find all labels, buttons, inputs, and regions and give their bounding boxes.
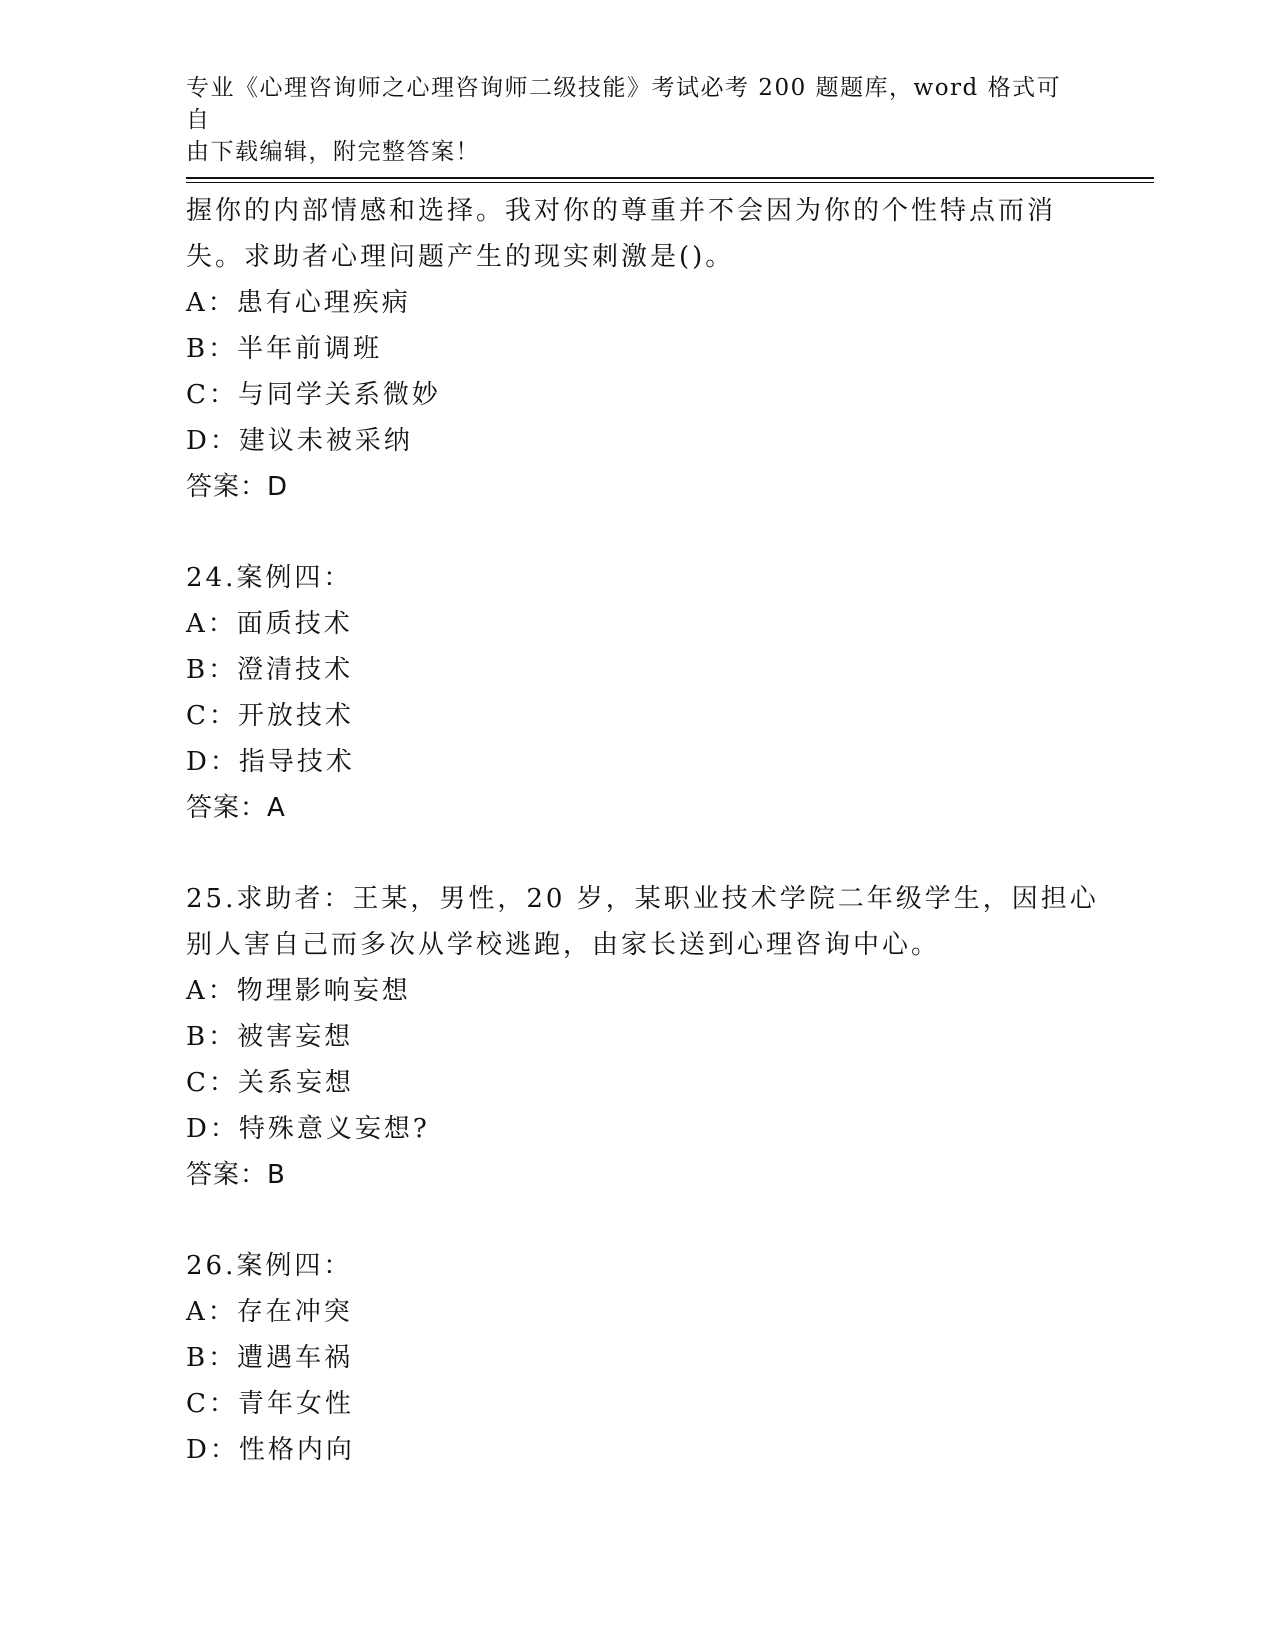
- option-c: C：开放技术: [186, 701, 354, 731]
- option-b: B：被害妄想: [186, 1022, 354, 1052]
- option-a: A：患有心理疾病: [186, 288, 411, 318]
- option-d: D：指导技术: [186, 747, 355, 777]
- option-b: B：半年前调班: [186, 334, 383, 364]
- question-stem-line: 别人害自己而多次从学校逃跑，由家长送到心理咨询中心。: [186, 930, 941, 960]
- option-d: D：性格内向: [186, 1435, 355, 1465]
- question-stem-line: 失。求助者心理问题产生的现实刺激是()。: [186, 242, 735, 272]
- option-a: A：物理影响妄想: [186, 976, 411, 1006]
- question-26: [186, 1243, 1086, 1473]
- answer: 答案：B: [186, 1160, 286, 1190]
- option-c: C：与同学关系微妙: [186, 380, 441, 410]
- header-line-2: 由下载编辑，附完整答案！: [186, 139, 480, 165]
- option-b: B：澄清技术: [186, 655, 354, 685]
- spacer: [186, 831, 1086, 876]
- question-stem-line: 握你的内部情感和选择。我对你的尊重并不会因为你的个性特点而消: [186, 196, 1057, 226]
- option-c: C：青年女性: [186, 1389, 354, 1419]
- option-d: D：特殊意义妄想?: [186, 1114, 430, 1144]
- spacer: [186, 1198, 1086, 1243]
- document-header: [186, 72, 1066, 168]
- question-25: [186, 876, 1099, 1198]
- option-a: A：存在冲突: [186, 1297, 353, 1327]
- option-a: A：面质技术: [186, 609, 353, 639]
- option-d: D：建议未被采纳: [186, 426, 413, 456]
- option-b: B：遭遇车祸: [186, 1343, 354, 1373]
- header-divider-thick: [186, 177, 1154, 179]
- question-intro: [186, 188, 1086, 510]
- question-24: [186, 555, 1086, 831]
- question-stem-line: 25.求助者：王某，男性，20 岁，某职业技术学院二年级学生，因担心: [186, 884, 1099, 914]
- document-body: [186, 188, 1099, 1473]
- option-c: C：关系妄想: [186, 1068, 354, 1098]
- question-stem: 24.案例四：: [186, 563, 353, 593]
- header-line-1: 专业《心理咨询师之心理咨询师二级技能》考试必考 200 题题库，word 格式可自: [186, 75, 1062, 133]
- header-divider-thin: [186, 182, 1154, 183]
- answer: 答案：A: [186, 793, 286, 823]
- question-stem: 26.案例四：: [186, 1251, 353, 1281]
- spacer: [186, 510, 1086, 555]
- answer: 答案：D: [186, 472, 289, 502]
